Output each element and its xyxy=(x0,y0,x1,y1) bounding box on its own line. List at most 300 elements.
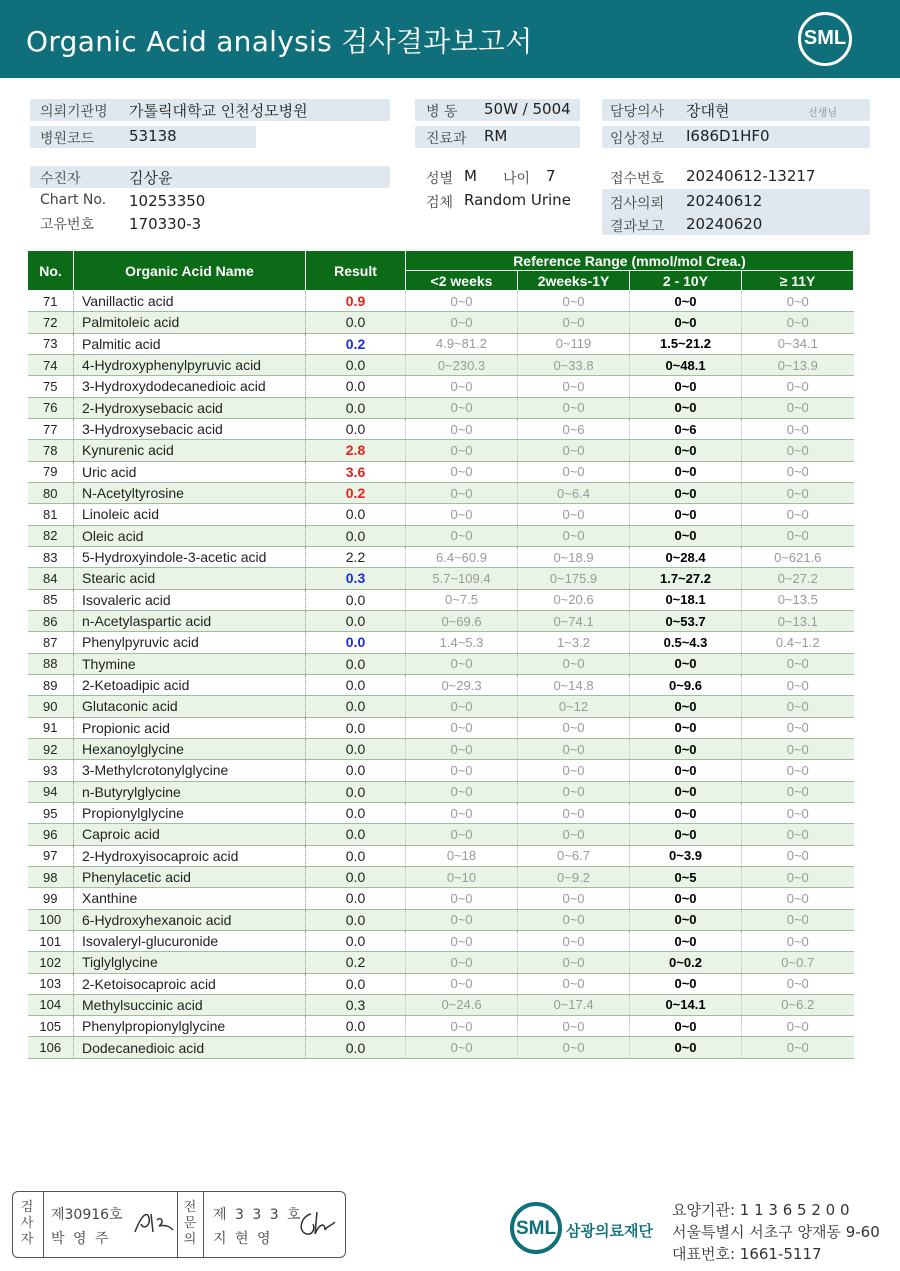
ref-2-weeks-1-year: 0~0 xyxy=(518,1016,630,1037)
result-value: 0.0 xyxy=(306,504,406,525)
row-number: 83 xyxy=(28,546,74,567)
ref-2-weeks-1-year: 0~119 xyxy=(518,333,630,354)
acid-name: n-Butyrylglycine xyxy=(74,781,306,802)
ref-2-weeks-1-year: 0~0 xyxy=(518,291,630,312)
clinical-value: I686D1HF0 xyxy=(686,127,770,145)
row-number: 102 xyxy=(28,952,74,973)
acid-name: Hexanoylglycine xyxy=(74,738,306,759)
doctor-value: 장대현 xyxy=(686,102,730,120)
acid-name: Phenylacetic acid xyxy=(74,866,306,887)
ref-under-2-weeks: 4.9~81.2 xyxy=(406,333,518,354)
table-row xyxy=(28,696,854,717)
row-number: 100 xyxy=(28,909,74,930)
acid-name: Uric acid xyxy=(74,461,306,482)
row-number: 93 xyxy=(28,760,74,781)
table-row xyxy=(28,866,854,887)
ref-2-weeks-1-year: 1~3.2 xyxy=(518,632,630,653)
ref-11-years-plus: 0~0 xyxy=(742,418,854,439)
col-result: Result xyxy=(306,251,406,291)
acid-name: Caproic acid xyxy=(74,824,306,845)
ref-under-2-weeks: 5.7~109.4 xyxy=(406,568,518,589)
ref-2-weeks-1-year: 0~0 xyxy=(518,461,630,482)
result-value: 0.0 xyxy=(306,845,406,866)
specialist-label: 전 문 의 xyxy=(183,1200,197,1247)
ref-2-weeks-1-year: 0~9.2 xyxy=(518,866,630,887)
ref-2-10-years: 0~0 xyxy=(630,802,742,823)
table-row xyxy=(28,461,854,482)
table-row xyxy=(28,653,854,674)
result-value: 0.0 xyxy=(306,696,406,717)
code-label: 병원코드 xyxy=(40,131,95,147)
acid-name: 3-Methylcrotonylglycine xyxy=(74,760,306,781)
acid-name: Phenylpyruvic acid xyxy=(74,632,306,653)
unique-value: 170330-3 xyxy=(129,215,202,233)
sml-mark-icon: SML xyxy=(510,1202,562,1254)
ref-11-years-plus: 0~0 xyxy=(742,696,854,717)
row-number: 89 xyxy=(28,674,74,695)
ref-11-years-plus: 0~0 xyxy=(742,738,854,759)
ref-under-2-weeks: 0~10 xyxy=(406,866,518,887)
row-number: 105 xyxy=(28,1016,74,1037)
ref-2-10-years: 0~0 xyxy=(630,482,742,503)
ref-under-2-weeks: 0~18 xyxy=(406,845,518,866)
ref-2-weeks-1-year: 0~6.7 xyxy=(518,845,630,866)
table-row xyxy=(28,802,854,823)
ref-11-years-plus: 0~0 xyxy=(742,973,854,994)
acid-name: Palmitic acid xyxy=(74,333,306,354)
inspector-label: 검 사 자 xyxy=(20,1200,34,1247)
ref-2-weeks-1-year: 0~0 xyxy=(518,525,630,546)
ref-2-weeks-1-year: 0~0 xyxy=(518,376,630,397)
acid-name: 2-Hydroxyisocaproic acid xyxy=(74,845,306,866)
inspector-signature-icon xyxy=(131,1208,175,1238)
row-number: 78 xyxy=(28,440,74,461)
ref-under-2-weeks: 0~230.3 xyxy=(406,354,518,375)
ref-2-10-years: 0~0 xyxy=(630,1016,742,1037)
acid-name: Propionic acid xyxy=(74,717,306,738)
inspector-name: 박 영 주 xyxy=(51,1231,111,1247)
row-number: 91 xyxy=(28,717,74,738)
ref-2-10-years: 0~0 xyxy=(630,696,742,717)
row-number: 84 xyxy=(28,568,74,589)
col-r1: <2 weeks xyxy=(406,271,518,291)
hospital-label: 의뢰기관명 xyxy=(40,104,108,120)
ref-under-2-weeks: 0~0 xyxy=(406,525,518,546)
ref-2-weeks-1-year: 0~0 xyxy=(518,930,630,951)
org-name: 삼광의료재단 xyxy=(566,1222,653,1240)
row-number: 73 xyxy=(28,333,74,354)
ref-11-years-plus: 0~0 xyxy=(742,312,854,333)
ref-2-10-years: 0~0 xyxy=(630,291,742,312)
table-row xyxy=(28,589,854,610)
row-number: 104 xyxy=(28,994,74,1015)
specimen-value: Random Urine xyxy=(464,191,571,209)
acid-name: Kynurenic acid xyxy=(74,440,306,461)
ref-2-weeks-1-year: 0~0 xyxy=(518,802,630,823)
acid-name: n-Acetylaspartic acid xyxy=(74,610,306,631)
ref-under-2-weeks: 0~0 xyxy=(406,717,518,738)
ref-2-10-years: 0~6 xyxy=(630,418,742,439)
ref-under-2-weeks: 0~0 xyxy=(406,973,518,994)
receipt-value: 20240612-13217 xyxy=(686,167,816,185)
acid-name: Phenylpropionylglycine xyxy=(74,1016,306,1037)
chart-label: Chart No. xyxy=(40,192,107,208)
result-value: 0.0 xyxy=(306,973,406,994)
ref-2-weeks-1-year: 0~12 xyxy=(518,696,630,717)
ref-11-years-plus: 0~13.1 xyxy=(742,610,854,631)
ward-label: 병 동 xyxy=(426,104,458,120)
ref-11-years-plus: 0~0 xyxy=(742,653,854,674)
acid-name: 3-Hydroxysebacic acid xyxy=(74,418,306,439)
ref-2-weeks-1-year: 0~0 xyxy=(518,440,630,461)
acid-name: Isovaleric acid xyxy=(74,589,306,610)
row-number: 99 xyxy=(28,888,74,909)
ref-2-weeks-1-year: 0~14.8 xyxy=(518,674,630,695)
report-value: 20240620 xyxy=(686,215,763,233)
row-number: 81 xyxy=(28,504,74,525)
ref-under-2-weeks: 0~0 xyxy=(406,738,518,759)
table-row xyxy=(28,717,854,738)
report-title: Organic Acid analysis 검사결과보고서 xyxy=(26,25,533,58)
acid-name: Xanthine xyxy=(74,888,306,909)
table-row xyxy=(28,909,854,930)
doctor-label: 담당의사 xyxy=(610,104,665,120)
table-row xyxy=(28,952,854,973)
ref-2-10-years: 0~3.9 xyxy=(630,845,742,866)
row-number: 103 xyxy=(28,973,74,994)
row-number: 101 xyxy=(28,930,74,951)
table-row xyxy=(28,568,854,589)
address: 서울특별시 서초구 양재동 9-60 xyxy=(672,1223,880,1241)
result-value: 0.0 xyxy=(306,589,406,610)
doctor-suffix: 선생님 xyxy=(808,108,837,119)
ref-11-years-plus: 0~0 xyxy=(742,525,854,546)
table-row xyxy=(28,845,854,866)
acid-name: Vanillactic acid xyxy=(74,291,306,312)
table-row xyxy=(28,632,854,653)
table-row xyxy=(28,1037,854,1058)
report-header xyxy=(0,0,900,78)
ref-2-weeks-1-year: 0~33.8 xyxy=(518,354,630,375)
ref-under-2-weeks: 0~0 xyxy=(406,312,518,333)
ref-11-years-plus: 0~0 xyxy=(742,802,854,823)
table-row xyxy=(28,504,854,525)
acid-name: 2-Ketoisocaproic acid xyxy=(74,973,306,994)
care-number: 요양기관: 1 1 3 6 5 2 0 0 xyxy=(672,1201,850,1219)
ref-2-10-years: 0~0 xyxy=(630,504,742,525)
ref-2-10-years: 0~0 xyxy=(630,376,742,397)
age-label: 나이 xyxy=(503,171,531,187)
result-value: 0.0 xyxy=(306,397,406,418)
acid-name: Isovaleryl-glucuronide xyxy=(74,930,306,951)
ref-11-years-plus: 0~0 xyxy=(742,376,854,397)
row-number: 87 xyxy=(28,632,74,653)
ref-2-weeks-1-year: 0~0 xyxy=(518,888,630,909)
table-row xyxy=(28,397,854,418)
table-row xyxy=(28,440,854,461)
ref-2-10-years: 0~0.2 xyxy=(630,952,742,973)
row-number: 79 xyxy=(28,461,74,482)
ref-under-2-weeks: 0~7.5 xyxy=(406,589,518,610)
ref-under-2-weeks: 0~0 xyxy=(406,888,518,909)
ref-2-10-years: 0~14.1 xyxy=(630,994,742,1015)
table-row xyxy=(28,482,854,503)
row-number: 85 xyxy=(28,589,74,610)
row-number: 88 xyxy=(28,653,74,674)
ref-under-2-weeks: 0~0 xyxy=(406,930,518,951)
result-value: 0.0 xyxy=(306,610,406,631)
ref-11-years-plus: 0.4~1.2 xyxy=(742,632,854,653)
result-value: 2.2 xyxy=(306,546,406,567)
ref-under-2-weeks: 0~0 xyxy=(406,802,518,823)
ref-11-years-plus: 0~0 xyxy=(742,845,854,866)
ref-2-weeks-1-year: 0~0 xyxy=(518,312,630,333)
result-value: 0.0 xyxy=(306,866,406,887)
result-value: 0.0 xyxy=(306,738,406,759)
acid-name: Palmitoleic acid xyxy=(74,312,306,333)
row-number: 72 xyxy=(28,312,74,333)
ref-11-years-plus: 0~0 xyxy=(742,781,854,802)
ref-11-years-plus: 0~0.7 xyxy=(742,952,854,973)
row-number: 74 xyxy=(28,354,74,375)
ref-2-10-years: 0~0 xyxy=(630,312,742,333)
ref-2-weeks-1-year: 0~175.9 xyxy=(518,568,630,589)
receipt-label: 접수번호 xyxy=(610,171,665,187)
acid-name: Methylsuccinic acid xyxy=(74,994,306,1015)
ref-11-years-plus: 0~0 xyxy=(742,1037,854,1058)
result-value: 3.6 xyxy=(306,461,406,482)
ref-2-10-years: 0~0 xyxy=(630,1037,742,1058)
table-row xyxy=(28,674,854,695)
acid-name: Propionylglycine xyxy=(74,802,306,823)
results-table xyxy=(27,250,854,1059)
ref-11-years-plus: 0~27.2 xyxy=(742,568,854,589)
signature-box xyxy=(12,1191,346,1258)
acid-name: 6-Hydroxyhexanoic acid xyxy=(74,909,306,930)
result-value: 0.0 xyxy=(306,888,406,909)
ref-2-10-years: 0~0 xyxy=(630,653,742,674)
ref-under-2-weeks: 6.4~60.9 xyxy=(406,546,518,567)
ref-2-10-years: 0~0 xyxy=(630,760,742,781)
ref-under-2-weeks: 0~0 xyxy=(406,653,518,674)
ref-2-10-years: 0~0 xyxy=(630,440,742,461)
ref-2-10-years: 0~18.1 xyxy=(630,589,742,610)
ref-2-weeks-1-year: 0~0 xyxy=(518,781,630,802)
ward-value: 50W / 5004 xyxy=(484,100,571,118)
ref-11-years-plus: 0~0 xyxy=(742,674,854,695)
table-row xyxy=(28,1016,854,1037)
ref-2-weeks-1-year: 0~0 xyxy=(518,909,630,930)
table-row xyxy=(28,888,854,909)
ref-under-2-weeks: 0~0 xyxy=(406,824,518,845)
table-row xyxy=(28,781,854,802)
table-row xyxy=(28,824,854,845)
ref-under-2-weeks: 0~0 xyxy=(406,781,518,802)
ref-under-2-weeks: 0~0 xyxy=(406,760,518,781)
ref-2-10-years: 0~0 xyxy=(630,888,742,909)
sml-logo-icon: SML xyxy=(798,12,852,66)
ref-2-weeks-1-year: 0~0 xyxy=(518,973,630,994)
ref-11-years-plus: 0~0 xyxy=(742,440,854,461)
ref-11-years-plus: 0~13.5 xyxy=(742,589,854,610)
result-value: 0.0 xyxy=(306,418,406,439)
row-number: 82 xyxy=(28,525,74,546)
result-value: 0.0 xyxy=(306,930,406,951)
row-number: 80 xyxy=(28,482,74,503)
ref-under-2-weeks: 0~0 xyxy=(406,504,518,525)
ref-2-weeks-1-year: 0~74.1 xyxy=(518,610,630,631)
col-reference: Reference Range (mmol/mol Crea.) xyxy=(406,251,854,271)
ref-11-years-plus: 0~13.9 xyxy=(742,354,854,375)
ref-2-weeks-1-year: 0~0 xyxy=(518,1037,630,1058)
ref-11-years-plus: 0~0 xyxy=(742,717,854,738)
result-value: 0.2 xyxy=(306,482,406,503)
ref-2-10-years: 0~0 xyxy=(630,461,742,482)
acid-name: Dodecanedioic acid xyxy=(74,1037,306,1058)
patient-label: 수진자 xyxy=(40,171,81,187)
sex-value: M xyxy=(464,167,477,185)
ref-2-weeks-1-year: 0~0 xyxy=(518,397,630,418)
result-value: 0.0 xyxy=(306,674,406,695)
ref-2-10-years: 0~0 xyxy=(630,824,742,845)
row-number: 95 xyxy=(28,802,74,823)
col-r2: 2weeks-1Y xyxy=(518,271,630,291)
ref-11-years-plus: 0~0 xyxy=(742,397,854,418)
ref-under-2-weeks: 0~0 xyxy=(406,397,518,418)
ref-11-years-plus: 0~6.2 xyxy=(742,994,854,1015)
specimen-label: 검체 xyxy=(426,195,454,211)
table-row xyxy=(28,760,854,781)
table-row xyxy=(28,610,854,631)
ref-under-2-weeks: 0~0 xyxy=(406,418,518,439)
table-row xyxy=(28,291,854,312)
result-value: 0.0 xyxy=(306,1016,406,1037)
ref-under-2-weeks: 0~0 xyxy=(406,376,518,397)
ref-2-10-years: 0~0 xyxy=(630,781,742,802)
result-value: 0.3 xyxy=(306,994,406,1015)
table-row xyxy=(28,376,854,397)
ref-under-2-weeks: 0~0 xyxy=(406,909,518,930)
ref-2-10-years: 0~9.6 xyxy=(630,674,742,695)
row-number: 92 xyxy=(28,738,74,759)
table-row xyxy=(28,546,854,567)
ref-2-weeks-1-year: 0~17.4 xyxy=(518,994,630,1015)
acid-name: Glutaconic acid xyxy=(74,696,306,717)
request-label: 검사의뢰 xyxy=(610,196,665,212)
ref-2-weeks-1-year: 0~6 xyxy=(518,418,630,439)
ref-under-2-weeks: 0~0 xyxy=(406,461,518,482)
ref-2-10-years: 0~28.4 xyxy=(630,546,742,567)
table-row xyxy=(28,418,854,439)
ref-2-10-years: 1.7~27.2 xyxy=(630,568,742,589)
result-value: 0.2 xyxy=(306,333,406,354)
ref-11-years-plus: 0~0 xyxy=(742,888,854,909)
table-row xyxy=(28,738,854,759)
result-value: 0.2 xyxy=(306,952,406,973)
ref-under-2-weeks: 0~0 xyxy=(406,696,518,717)
hospital-value: 가톨릭대학교 인천성모병원 xyxy=(129,102,308,120)
row-number: 98 xyxy=(28,866,74,887)
inspector-number: 제30916호 xyxy=(51,1207,123,1223)
ref-2-weeks-1-year: 0~18.9 xyxy=(518,546,630,567)
col-r3: 2 - 10Y xyxy=(630,271,742,291)
acid-name: 5-Hydroxyindole-3-acetic acid xyxy=(74,546,306,567)
ref-2-weeks-1-year: 0~0 xyxy=(518,738,630,759)
table-row xyxy=(28,333,854,354)
clinical-label: 임상정보 xyxy=(610,131,665,147)
result-value: 0.0 xyxy=(306,717,406,738)
result-value: 0.0 xyxy=(306,909,406,930)
ref-under-2-weeks: 0~69.6 xyxy=(406,610,518,631)
row-number: 76 xyxy=(28,397,74,418)
row-number: 77 xyxy=(28,418,74,439)
table-row xyxy=(28,312,854,333)
ref-11-years-plus: 0~34.1 xyxy=(742,333,854,354)
ref-2-10-years: 0~5 xyxy=(630,866,742,887)
request-value: 20240612 xyxy=(686,192,763,210)
result-value: 0.0 xyxy=(306,312,406,333)
ref-2-weeks-1-year: 0~0 xyxy=(518,717,630,738)
sex-label: 성별 xyxy=(426,171,454,187)
acid-name: Thymine xyxy=(74,653,306,674)
table-row xyxy=(28,525,854,546)
table-row xyxy=(28,994,854,1015)
ref-under-2-weeks: 0~0 xyxy=(406,440,518,461)
result-value: 0.0 xyxy=(306,632,406,653)
result-value: 2.8 xyxy=(306,440,406,461)
ref-2-10-years: 1.5~21.2 xyxy=(630,333,742,354)
result-value: 0.0 xyxy=(306,1037,406,1058)
age-value: 7 xyxy=(546,167,556,185)
ref-2-weeks-1-year: 0~0 xyxy=(518,824,630,845)
ref-2-10-years: 0~0 xyxy=(630,973,742,994)
result-value: 0.0 xyxy=(306,525,406,546)
ref-11-years-plus: 0~0 xyxy=(742,909,854,930)
specialist-name: 지 현 영 xyxy=(213,1231,273,1247)
specialist-number: 제 3 3 3 호 xyxy=(213,1207,303,1223)
report-label: 결과보고 xyxy=(610,219,665,235)
ref-2-10-years: 0.5~4.3 xyxy=(630,632,742,653)
ref-under-2-weeks: 0~0 xyxy=(406,1016,518,1037)
acid-name: Oleic acid xyxy=(74,525,306,546)
row-number: 86 xyxy=(28,610,74,631)
result-value: 0.0 xyxy=(306,802,406,823)
table-row xyxy=(28,973,854,994)
col-no: No. xyxy=(28,251,74,291)
acid-name: N-Acetyltyrosine xyxy=(74,482,306,503)
dept-label: 진료과 xyxy=(426,131,467,147)
table-row xyxy=(28,930,854,951)
ref-under-2-weeks: 0~0 xyxy=(406,291,518,312)
result-value: 0.0 xyxy=(306,824,406,845)
row-number: 90 xyxy=(28,696,74,717)
ref-2-weeks-1-year: 0~0 xyxy=(518,952,630,973)
ref-2-10-years: 0~0 xyxy=(630,525,742,546)
ref-11-years-plus: 0~0 xyxy=(742,291,854,312)
ref-2-10-years: 0~0 xyxy=(630,717,742,738)
result-value: 0.3 xyxy=(306,568,406,589)
ref-2-10-years: 0~0 xyxy=(630,397,742,418)
ref-11-years-plus: 0~0 xyxy=(742,930,854,951)
ref-2-weeks-1-year: 0~6.4 xyxy=(518,482,630,503)
acid-name: 4-Hydroxyphenylpyruvic acid xyxy=(74,354,306,375)
ref-11-years-plus: 0~0 xyxy=(742,461,854,482)
patient-value: 김상윤 xyxy=(129,169,173,187)
ref-2-weeks-1-year: 0~20.6 xyxy=(518,589,630,610)
result-value: 0.0 xyxy=(306,653,406,674)
result-value: 0.9 xyxy=(306,291,406,312)
acid-name: 3-Hydroxydodecanedioic acid xyxy=(74,376,306,397)
